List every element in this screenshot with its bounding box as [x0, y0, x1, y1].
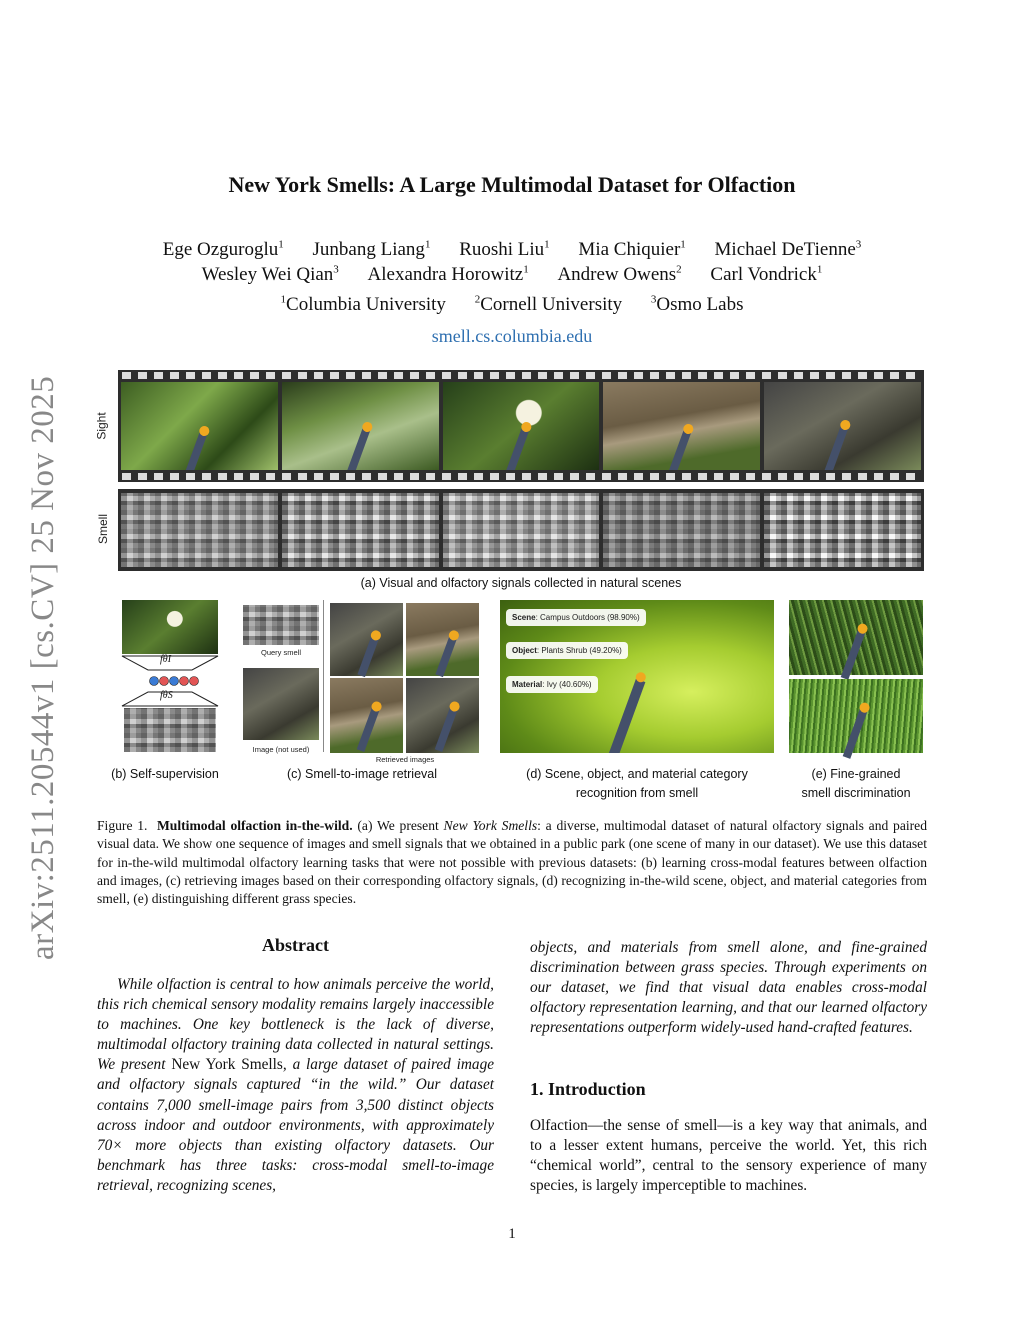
- introduction-text: Olfaction—the sense of smell—is a key way that animals, and to a lesser extent humans, perceive the world. Yet, this rich “chemical world”, central to the sensory experience of many species, is largely imperceptible to machines.: [530, 1117, 927, 1195]
- query-smell-label: Query smell: [260, 648, 301, 657]
- caption-e-line-2: smell discrimination: [801, 786, 911, 800]
- arxiv-stamp: arXiv:2511.20544v1 [cs.CV] 25 Nov 2025: [25, 375, 61, 960]
- abstract-text-left: While olfaction is central to how animals perceive the world, this rich chemical sensory modality remains largely inaccessible to machines. One key bottleneck is the lack of diverse, multimodal olfactory training data collected in natural settings. We present New York Smells, a large dataset of paired image and olfactory signals captured “in the wild.” Our dataset contains 7,000 smell-image pairs from 3,500 distinct objects across indoor and outdoor environments, with approximately 70× more objects than existing olfactory datasets. Our benchmark has three tasks: cross-modal smell-to-image retrieval, recognizing scenes,: [97, 976, 495, 1194]
- authors-line-1: [0, 239, 1024, 261]
- caption-e-line-1: (e) Fine-grained: [811, 767, 901, 781]
- introduction-heading: 1. Introduction: [530, 1079, 646, 1099]
- image-encoder-label: fθI: [160, 654, 172, 665]
- smell-heatmap: [121, 493, 278, 567]
- smell-heatmap: [443, 493, 600, 567]
- divider: [323, 600, 324, 752]
- affiliation: $^3$Osmo Labs: [650, 294, 744, 316]
- author: Michael DeTienne$^3$: [714, 239, 862, 261]
- retrieved-images-label: Retrieved images: [375, 755, 435, 764]
- smell-heatmap: [764, 493, 921, 567]
- author: Mia Chiquier$^1$: [578, 239, 686, 261]
- caption-a: (a) Visual and olfactory signals collected in natural scenes: [360, 576, 682, 590]
- smell-film-strip: [118, 489, 924, 571]
- affiliations: [0, 294, 1024, 316]
- image-not-used-label: Image (not used): [252, 745, 310, 754]
- caption-d-line-2: recognition from smell: [575, 786, 699, 800]
- query-smell: [243, 605, 319, 645]
- author: Alexandra Horowitz$^1$: [367, 264, 529, 286]
- sight-film-strip: [118, 370, 924, 482]
- smell-encoder-label: fθS: [160, 690, 173, 701]
- author: Ruoshi Liu$^1$: [459, 239, 550, 261]
- figure-caption: Figure 1. Multimodal olfaction in-the-wild. (a) We present New York Smells: a diverse, multimodal dataset of natural olfactory signals and paired visual data. We show one sequence of images and smell signals that we obtained in a public park (one scene of many in our dataset). We use this dataset for in-the-wild multimodal olfactory learning tasks that were not possible with previous datasets: (b) learning cross-modal features between olfaction and images, (c) retrieving images based on their corresponding olfactory signals, (d) recognizing in-the-wild scene, object, and material categories from smell, (e) distinguishing different grass species.: [97, 818, 928, 907]
- panel-d-image: [500, 600, 774, 753]
- scene-photo: [603, 382, 760, 470]
- retrieved-image: [406, 678, 479, 753]
- retrieved-image: [330, 603, 403, 676]
- affiliation: $^2$Cornell University: [474, 294, 623, 316]
- scene-photo: [764, 382, 921, 470]
- scene-tag: Scene: Campus Outdoors (98.90%): [506, 609, 646, 626]
- author: Andrew Owens$^2$: [557, 264, 682, 286]
- author: Ege Ozguroglu$^1$: [162, 239, 284, 261]
- smell-row-label: Smell: [96, 513, 111, 545]
- project-link[interactable]: smell.cs.columbia.edu: [431, 326, 593, 346]
- author: Wesley Wei Qian$^3$: [201, 264, 339, 286]
- scene-photo: [121, 382, 278, 470]
- author: Carl Vondrick$^1$: [710, 264, 823, 286]
- material-tag: Material: Ivy (40.60%): [506, 676, 598, 693]
- panel-b-image: [122, 600, 218, 654]
- smell-heatmap: [603, 493, 760, 567]
- caption-d-line-1: (d) Scene, object, and material category: [526, 767, 748, 781]
- scene-photo: [443, 382, 600, 470]
- smell-heatmap: [282, 493, 439, 567]
- scene-photo: [282, 382, 439, 470]
- caption-c: (c) Smell-to-image retrieval: [286, 767, 438, 781]
- abstract-heading: Abstract: [262, 935, 329, 955]
- object-tag: Object: Plants Shrub (49.20%): [506, 642, 628, 659]
- grass-image: [789, 679, 923, 753]
- abstract-text-right: objects, and materials from smell alone, and fine-grained discrimination between grass species. Through experiments on our dataset, we find that visual data enables cross-modal olfactory representation learning, and that our learned olfactory representations outperform widely-used hand-crafted features.: [530, 939, 927, 1037]
- caption-b: (b) Self-supervision: [111, 767, 219, 781]
- query-image: [243, 668, 319, 740]
- panel-b-smell: [124, 708, 216, 752]
- page-number: 1: [508, 1226, 516, 1242]
- grass-image: [789, 600, 923, 675]
- retrieved-image: [406, 603, 479, 676]
- authors-line-2: [0, 264, 1024, 286]
- author: Junbang Liang$^1$: [312, 239, 431, 261]
- affiliation: $^1$Columbia University: [280, 294, 446, 316]
- sight-row-label: Sight: [94, 412, 109, 440]
- retrieved-image: [330, 678, 403, 753]
- paper-title: New York Smells: A Large Multimodal Dataset for Olfaction: [228, 172, 796, 197]
